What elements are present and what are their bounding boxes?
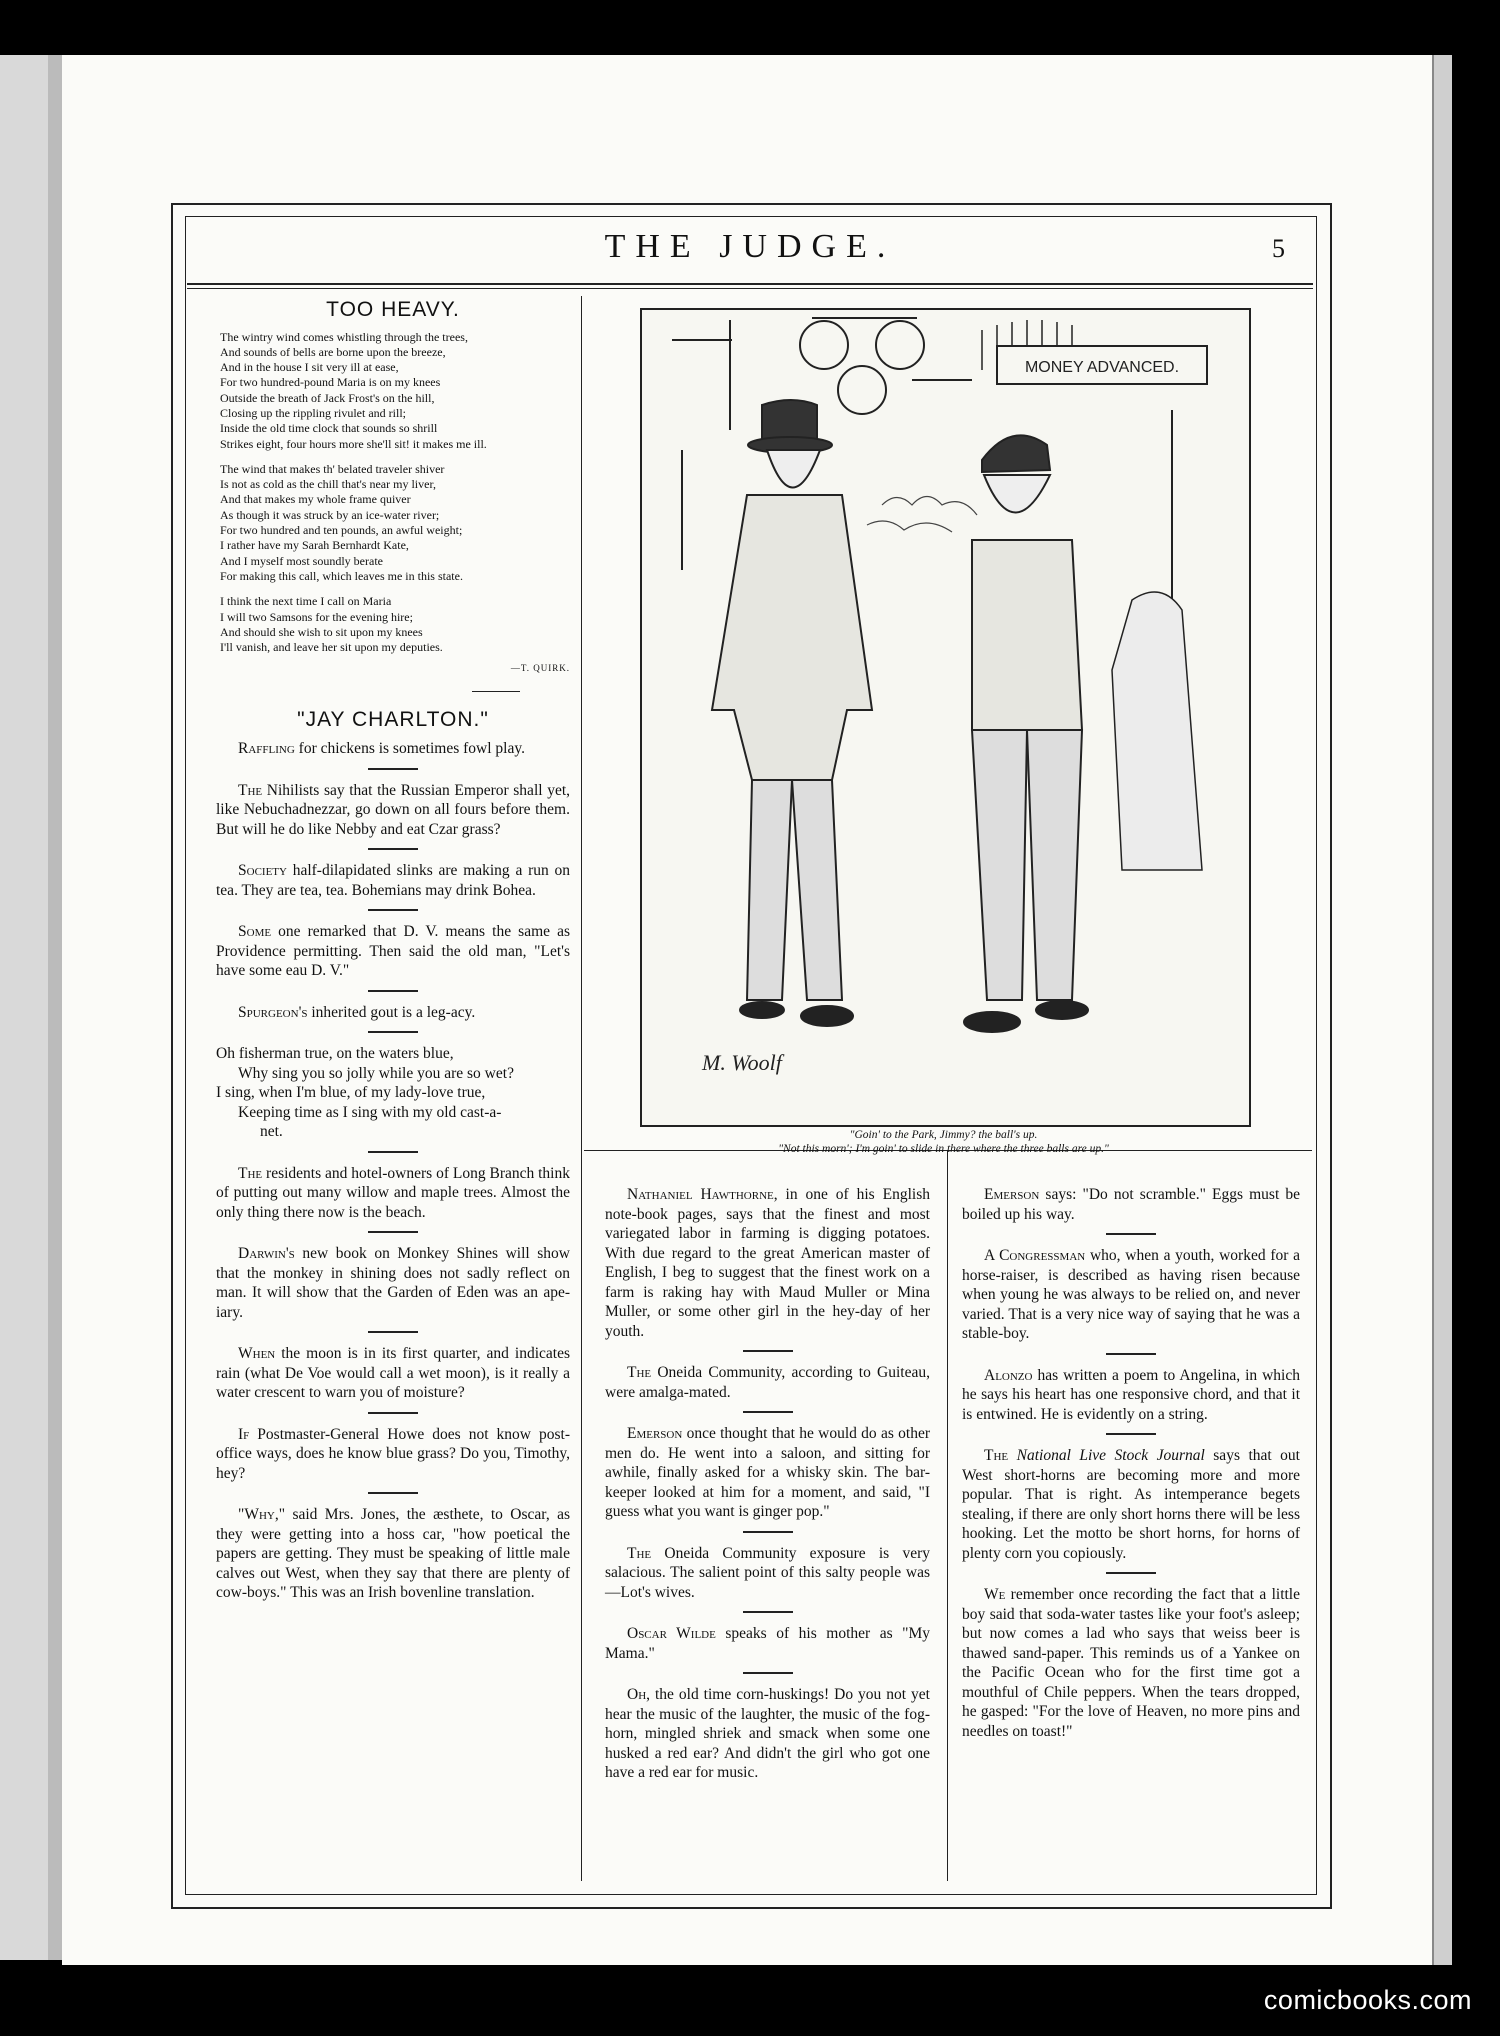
poem-line: As though it was struck by an ice-water river; — [220, 507, 440, 522]
paragraph: Nathaniel Hawthorne, in one of his English note-book pages, says that the finest and most variegated labor in farming is digging potatoes. With due regard to the great American master of English, I beg to suggest that the finest work on a farm is raking hay with Maud Muller or Mina Muller, or some other girl in the hey-day of her youth. — [605, 1186, 930, 1340]
separator-rule — [368, 1331, 418, 1333]
separator-rule — [368, 1031, 418, 1033]
poem-line: And sounds of bells are borne upon the breeze, — [220, 344, 446, 359]
paragraph: The National Live Stock Journal says that out West short-horns are becoming more and more popular. That is right. As intemperance begets stealing, if there are only short horns there will be less hooking. Let the motto be short horns, for horns of plenty corn you copiously. — [962, 1447, 1300, 1562]
separator-rule — [1106, 1353, 1156, 1355]
poem-stanza-1 — [220, 330, 570, 452]
paragraph: Oscar Wilde speaks of his mother as "My Mama." — [605, 1625, 931, 1662]
poem-line: And should she wish to sit upon my knees — [220, 624, 423, 639]
masthead-title: THE JUDGE. — [604, 228, 896, 265]
separator-rule — [368, 1151, 418, 1153]
verse: Oh fisherman true, on the waters blue, Why sing you so jolly while you are so wet? I sing, when I'm blue, of my lady-love true, Keeping time as I sing with my old cast-a- net. — [216, 1045, 514, 1141]
poem-line: I rather have my Sarah Bernhardt Kate, — [220, 538, 409, 553]
poem-line: Inside the old time clock that sounds so shrill — [220, 421, 438, 436]
page-number: 5 — [1272, 234, 1285, 263]
poem-line: For making this call, which leaves me in this state. — [220, 568, 463, 583]
poem-signature: —T. QUIRK. — [510, 663, 570, 674]
pawn-ball-icon — [800, 321, 848, 369]
poem-title: TOO HEAVY. — [326, 298, 460, 321]
column-divider-2 — [947, 1150, 948, 1881]
poem-line: I will two Samsons for the evening hire; — [220, 609, 413, 624]
separator-rule — [743, 1411, 793, 1413]
separator-rule — [368, 1231, 418, 1233]
header-rule-top — [187, 283, 1313, 285]
paragraph: "Why," said Mrs. Jones, the æsthete, to Oscar, as they were getting into a hoss car, "how poetical the papers are getting. They must be speaking of little male calves out West, when they say that there are plenty of cow-boys." This was an Irish bovenline translation. — [216, 1506, 570, 1602]
paragraph: The residents and hotel-owners of Long Branch think of putting out many willow and maple trees. Almost the only thing there now is the beach. — [216, 1164, 570, 1221]
header-rule-bottom — [187, 288, 1313, 289]
paragraph: The Nihilists say that the Russian Emperor shall yet, like Nebuchadnezzar, go down on all fours before them. But will he do like Nebby and eat Czar grass? — [216, 781, 570, 838]
column-2 — [605, 1185, 930, 1791]
paragraph: Some one remarked that D. V. means the same as Providence permitting. Then said the old man, "Let's have some eau D. V." — [216, 923, 570, 980]
poem-stanza-2 — [220, 462, 570, 584]
figure-right — [964, 435, 1088, 1032]
artist-signature: M. Woolf — [702, 1050, 782, 1075]
poem-line: For two hundred and ten pounds, an awful weight; — [220, 523, 463, 538]
separator-rule — [743, 1350, 793, 1352]
figure-child — [1112, 592, 1202, 870]
caption-line-1: "Goin' to the Park, Jimmy? the ball's up. — [849, 1129, 1038, 1141]
poem-line: And that makes my whole frame quiver — [220, 492, 411, 507]
separator-rule — [368, 768, 418, 770]
column-3 — [962, 1185, 1300, 1749]
separator-rule — [1106, 1233, 1156, 1235]
paragraph: Emerson says: "Do not scramble." Eggs must be boiled up his way. — [962, 1186, 1300, 1223]
poem-line: The wintry wind comes whistling through the trees, — [220, 329, 468, 344]
paragraph: Alonzo has written a poem to Angelina, in which he says his heart has one responsive chord, and that it is entwined. He is evidently on a string. — [962, 1366, 1300, 1423]
paragraph: Raffling for chickens is sometimes fowl play. — [238, 740, 525, 758]
poem-line: Strikes eight, four hours more she'll sit! it makes me ill. — [220, 436, 487, 451]
paragraph: We remember once recording the fact that a little boy said that soda-water tastes like your foot's asleep; but now comes a lad who says that weiss beer is thawed sand-paper. This reminds us of a Yankee on the Pacific Ocean who for the first time got a mouthful of Chile peppers. When the tears dropped, he gasped: "For the love of Heaven, no more pins and needles on toast!" — [962, 1586, 1300, 1740]
sign-text: MONEY ADVANCED. — [1024, 359, 1180, 376]
column-divider-1 — [581, 296, 582, 1881]
poem-line: Outside the breath of Jack Frost's on the hill, — [220, 390, 435, 405]
poem-line: And I myself most soundly berate — [220, 553, 383, 568]
separator-rule — [1106, 1572, 1156, 1574]
poem-line: For two hundred-pound Maria is on my knees — [220, 375, 441, 390]
poem-stanza-3 — [220, 594, 570, 655]
caption-line-2: "Not this morn'; I'm goin' to slide in there where the three balls are up." — [778, 1143, 1109, 1155]
paragraph: Oh, the old time corn-huskings! Do you not yet hear the music of the laughter, the music of the fog-horn, mingled shriek and smack when some one husked a red ear? And didn't the girl who got one have a red ear for music. — [605, 1686, 930, 1781]
cartoon-illustration — [640, 308, 1251, 1127]
separator-rule — [368, 1492, 418, 1494]
poem-line: Is not as cold as the chill that's near my liver, — [220, 477, 436, 492]
paragraph: Spurgeon's inherited gout is a leg-acy. — [238, 1003, 476, 1021]
paragraph: Darwin's new book on Monkey Shines will show that the monkey in shining does not sadly reflect on man. It will show that the Garden of Eden was an ape-iary. — [216, 1245, 570, 1321]
poem-line: I think the next time I call on Maria — [220, 594, 392, 609]
watermark-text: comicbooks.com — [1263, 1985, 1472, 2015]
cartoon-caption — [640, 1128, 1247, 1156]
paragraph: Emerson once thought that he would do as other men do. He went into a saloon, and sitting for awhile, finally asked for a whisky skin. The bar-keeper looked at him for a moment, and said, "I guess what you want is ginger pop." — [605, 1425, 930, 1520]
column-1 — [216, 300, 570, 1611]
separator-rule — [743, 1611, 793, 1613]
paragraph: The Oneida Community, according to Guiteau, were amalga-mated. — [605, 1364, 930, 1401]
poem-line: The wind that makes th' belated traveler shiver — [220, 461, 445, 476]
breath-puff — [867, 497, 977, 533]
paragraph: Society half-dilapidated slinks are making a run on tea. They are tea, tea. Bohemians may drink Bohea. — [216, 862, 570, 899]
separator-rule — [743, 1672, 793, 1674]
pawn-ball-icon — [838, 366, 886, 414]
paragraph: If Postmaster-General Howe does not know post-office ways, does he know blue grass? Do you, Timothy, hey? — [216, 1425, 570, 1482]
separator-rule — [368, 848, 418, 850]
signature-rule — [472, 691, 520, 692]
right-page-edge — [1432, 55, 1452, 1965]
figure-left — [712, 400, 872, 1026]
pawn-ball-icon — [876, 321, 924, 369]
poem-line: Closing up the rippling rivulet and rill; — [220, 405, 406, 420]
poem-line: And in the house I sit very ill at ease, — [220, 360, 399, 375]
paragraph: When the moon is in its first quarter, and indicates rain (what De Voe would call a wet moon), is it really a water crescent to warn you of moisture? — [216, 1345, 570, 1402]
poem-line: I'll vanish, and leave her sit upon my deputies. — [220, 640, 443, 655]
separator-rule — [368, 990, 418, 992]
cartoon-drawing — [642, 310, 1249, 1125]
paragraph: A Congressman who, when a youth, worked for a horse-raiser, is described as having risen because when young he was always to be relied on, and never varied. That is a very nice way of saying that he was a stable-boy. — [962, 1247, 1301, 1342]
section-title: "JAY CHARLTON." — [297, 707, 489, 731]
paragraph: The Oneida Community exposure is very salacious. The salient point of this salty people was—Lot's wives. — [605, 1544, 930, 1601]
separator-rule — [368, 909, 418, 911]
separator-rule — [743, 1531, 793, 1533]
separator-rule — [368, 1412, 418, 1414]
separator-rule — [1106, 1433, 1156, 1435]
